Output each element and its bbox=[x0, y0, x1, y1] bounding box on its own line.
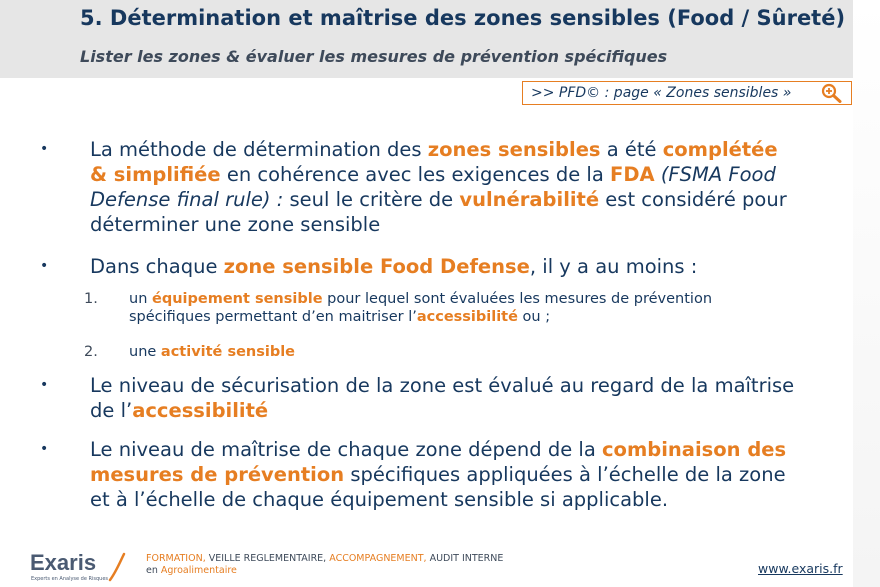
reference-link-box[interactable] bbox=[522, 81, 852, 105]
reference-label: >> PFD© : page « Zones sensibles » bbox=[531, 85, 792, 101]
bullet-item-method bbox=[40, 137, 800, 237]
bullet-item-zone bbox=[40, 254, 800, 279]
zoom-in-icon[interactable] bbox=[821, 83, 843, 107]
bullet-marker: • bbox=[40, 258, 49, 274]
exaris-logo: Exaris bbox=[30, 550, 97, 575]
page-title: 5. Détermination et maîtrise des zones sensibles (Food / Sûreté) bbox=[80, 6, 846, 30]
sub-item-text: une activité sensible bbox=[129, 344, 296, 360]
page-subtitle: Lister les zones & évaluer les mesures de prévention spécifiques bbox=[80, 47, 668, 66]
bullet-item-securisation bbox=[40, 373, 800, 423]
logo-tagline: Experts en Analyse de Risques bbox=[31, 576, 109, 582]
bullet-marker: • bbox=[40, 441, 49, 457]
sub-item-activite bbox=[84, 343, 784, 361]
bullet-text: Le niveau de maîtrise de chaque zone dépend de la combinaison des mesures de prévention spécifiques appliquées à l’échelle de la zone et à l’échelle de chaque équipement sensible si applicable. bbox=[90, 438, 787, 511]
bullet-marker: • bbox=[40, 141, 49, 157]
bullet-text: La méthode de détermination des zones sensibles a été complétée & simplifiée en cohérence avec les exigences de la FDA (FSMA Food Defense final rule) : seul le critère de vulnérabilité est considéré pour déterminer une zone sensible bbox=[90, 138, 787, 236]
sub-item-number: 1. bbox=[84, 291, 98, 307]
sub-item-equipement bbox=[84, 290, 784, 326]
footer-services: FORMATION, VEILLE REGLEMENTAIRE, ACCOMPAGNEMENT, AUDIT INTERNE en Agroalimentaire bbox=[146, 553, 504, 576]
website-link[interactable]: www.exaris.fr bbox=[758, 561, 843, 576]
sub-item-number: 2. bbox=[84, 344, 98, 360]
side-strip bbox=[853, 0, 880, 587]
bullet-text: Dans chaque zone sensible Food Defense, il y a au moins : bbox=[90, 255, 698, 278]
logo-swoosh-icon bbox=[108, 552, 126, 582]
sub-item-text: un équipement sensible pour lequel sont évaluées les mesures de prévention spécifiques permettant d’en maitriser l’accessibilité ou ; bbox=[129, 291, 713, 325]
bullet-item-maitrise bbox=[40, 437, 800, 512]
bullet-marker: • bbox=[40, 377, 49, 393]
footer bbox=[0, 546, 853, 587]
bullet-text: Le niveau de sécurisation de la zone est évalué au regard de la maîtrise de l’accessibilité bbox=[90, 374, 795, 422]
